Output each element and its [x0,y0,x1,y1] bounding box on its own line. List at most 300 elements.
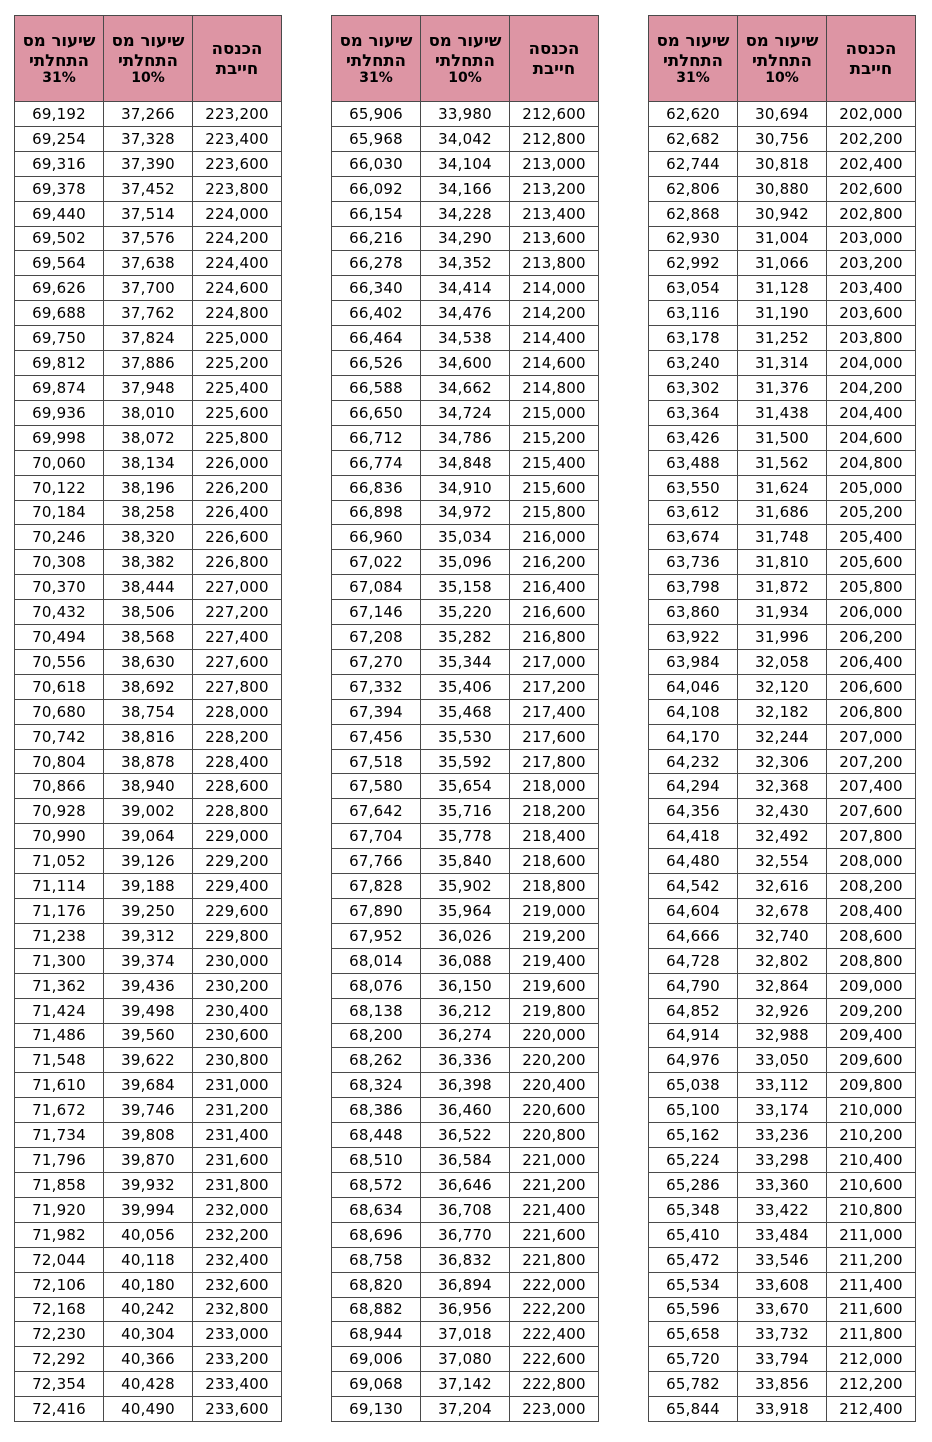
cell-tax-10: 30,818 [738,151,827,176]
cell-tax-31: 63,984 [649,649,738,674]
cell-income: 206,200 [827,625,916,650]
cell-tax-31: 71,548 [15,1048,104,1073]
cell-tax-10: 38,754 [104,699,193,724]
cell-tax-31: 72,168 [15,1297,104,1322]
cell-tax-31: 65,782 [649,1372,738,1397]
cell-tax-10: 35,344 [421,649,510,674]
cell-income: 213,200 [510,176,599,201]
cell-tax-31: 70,060 [15,450,104,475]
cell-tax-31: 70,618 [15,674,104,699]
cell-tax-10: 39,684 [104,1073,193,1098]
table-row [332,799,599,824]
cell-tax-10: 32,554 [738,849,827,874]
cell-income: 223,800 [193,176,282,201]
cell-tax-10: 37,762 [104,301,193,326]
table-row [15,724,282,749]
table-row [15,1272,282,1297]
cell-income: 213,800 [510,251,599,276]
cell-tax-10: 32,306 [738,749,827,774]
cell-tax-10: 32,988 [738,1023,827,1048]
table-row [649,151,916,176]
cell-tax-10: 36,026 [421,923,510,948]
header-income: הכנסה חייבת [193,16,282,102]
table-row [332,998,599,1023]
cell-tax-10: 36,398 [421,1073,510,1098]
cell-income: 219,400 [510,948,599,973]
table-row [332,1148,599,1173]
header-tax-10: שיעור מס התחלתי 10% [738,16,827,102]
cell-income: 229,200 [193,849,282,874]
cell-tax-10: 37,700 [104,276,193,301]
cell-income: 209,800 [827,1073,916,1098]
cell-tax-31: 69,440 [15,201,104,226]
cell-tax-31: 69,936 [15,400,104,425]
cell-income: 223,400 [193,126,282,151]
table-row [332,102,599,127]
cell-tax-31: 67,084 [332,575,421,600]
cell-tax-31: 66,092 [332,176,421,201]
cell-tax-10: 40,304 [104,1322,193,1347]
table-body [649,102,916,1422]
table-row [649,575,916,600]
cell-tax-31: 69,068 [332,1372,421,1397]
header-row [332,16,599,102]
cell-tax-10: 36,088 [421,948,510,973]
cell-income: 217,200 [510,674,599,699]
cell-tax-10: 39,374 [104,948,193,973]
table-row [649,475,916,500]
cell-tax-31: 69,874 [15,375,104,400]
cell-tax-31: 66,898 [332,500,421,525]
table-row [15,301,282,326]
table-row [15,774,282,799]
cell-tax-10: 36,770 [421,1222,510,1247]
cell-tax-31: 67,146 [332,600,421,625]
table-row [15,475,282,500]
table-row [649,899,916,924]
cell-income: 228,600 [193,774,282,799]
cell-tax-10: 32,492 [738,824,827,849]
table-row [332,1023,599,1048]
cell-income: 220,200 [510,1048,599,1073]
table-row [15,1297,282,1322]
cell-tax-10: 34,228 [421,201,510,226]
cell-income: 218,200 [510,799,599,824]
cell-tax-31: 72,416 [15,1397,104,1422]
cell-tax-10: 33,980 [421,102,510,127]
cell-income: 229,800 [193,923,282,948]
cell-tax-31: 66,960 [332,525,421,550]
table-row [15,600,282,625]
cell-income: 207,800 [827,824,916,849]
table-row [15,674,282,699]
cell-tax-10: 32,616 [738,874,827,899]
table-row [332,151,599,176]
cell-tax-10: 37,886 [104,351,193,376]
cell-income: 224,600 [193,276,282,301]
cell-tax-10: 36,212 [421,998,510,1023]
header-income: הכנסה חייבת [510,16,599,102]
table-row [649,276,916,301]
cell-tax-31: 65,472 [649,1247,738,1272]
cell-tax-31: 65,596 [649,1297,738,1322]
cell-income: 205,800 [827,575,916,600]
cell-tax-10: 34,786 [421,425,510,450]
cell-income: 223,600 [193,151,282,176]
cell-tax-31: 70,742 [15,724,104,749]
cell-tax-10: 37,080 [421,1347,510,1372]
table-row [332,176,599,201]
cell-tax-31: 72,044 [15,1247,104,1272]
cell-tax-10: 32,058 [738,649,827,674]
cell-tax-10: 39,498 [104,998,193,1023]
cell-tax-31: 68,820 [332,1272,421,1297]
cell-tax-10: 40,366 [104,1347,193,1372]
table-row [332,1247,599,1272]
cell-tax-31: 71,920 [15,1197,104,1222]
cell-tax-31: 63,178 [649,326,738,351]
cell-income: 204,400 [827,400,916,425]
table-row [649,1372,916,1397]
table-row [649,1222,916,1247]
table-row [332,1297,599,1322]
cell-tax-31: 63,302 [649,375,738,400]
table-row [649,1148,916,1173]
table-row [649,948,916,973]
cell-income: 217,800 [510,749,599,774]
cell-tax-10: 36,646 [421,1172,510,1197]
cell-income: 232,000 [193,1197,282,1222]
cell-income: 212,000 [827,1347,916,1372]
table-row [15,176,282,201]
cell-tax-31: 64,604 [649,899,738,924]
table-row [15,525,282,550]
cell-tax-31: 68,572 [332,1172,421,1197]
cell-tax-10: 31,190 [738,301,827,326]
cell-tax-10: 37,204 [421,1397,510,1422]
cell-tax-31: 70,370 [15,575,104,600]
table-row [649,400,916,425]
table-body [15,102,282,1422]
table-row [15,1023,282,1048]
table-row [15,1322,282,1347]
cell-income: 219,600 [510,973,599,998]
cell-tax-10: 37,266 [104,102,193,127]
cell-tax-10: 35,468 [421,699,510,724]
cell-income: 225,000 [193,326,282,351]
cell-income: 206,600 [827,674,916,699]
cell-tax-10: 33,236 [738,1123,827,1148]
cell-income: 229,600 [193,899,282,924]
header-tax-10: שיעור מס התחלתי 10% [421,16,510,102]
cell-tax-31: 69,006 [332,1347,421,1372]
table-row [649,1023,916,1048]
cell-tax-10: 39,002 [104,799,193,824]
cell-income: 224,400 [193,251,282,276]
cell-income: 228,000 [193,699,282,724]
cell-tax-10: 32,864 [738,973,827,998]
cell-tax-10: 34,910 [421,475,510,500]
header-row [649,16,916,102]
cell-tax-31: 71,362 [15,973,104,998]
cell-income: 222,400 [510,1322,599,1347]
cell-tax-10: 39,126 [104,849,193,874]
table-row [15,923,282,948]
tax-table-2 [331,15,599,1422]
table-row [649,674,916,699]
table-row [15,998,282,1023]
cell-income: 225,800 [193,425,282,450]
header-row [15,16,282,102]
cell-tax-31: 64,170 [649,724,738,749]
cell-tax-10: 38,816 [104,724,193,749]
cell-income: 220,000 [510,1023,599,1048]
table-row [649,1297,916,1322]
cell-tax-10: 31,376 [738,375,827,400]
cell-income: 217,600 [510,724,599,749]
cell-tax-31: 64,046 [649,674,738,699]
cell-tax-10: 37,018 [421,1322,510,1347]
cell-income: 203,800 [827,326,916,351]
cell-tax-10: 34,724 [421,400,510,425]
cell-income: 211,200 [827,1247,916,1272]
cell-income: 218,600 [510,849,599,874]
cell-income: 209,600 [827,1048,916,1073]
table-row [649,351,916,376]
cell-income: 202,000 [827,102,916,127]
cell-income: 208,200 [827,874,916,899]
cell-income: 232,800 [193,1297,282,1322]
table-row [15,226,282,251]
table-row [15,151,282,176]
cell-tax-10: 34,414 [421,276,510,301]
cell-tax-31: 71,176 [15,899,104,924]
table-row [332,1222,599,1247]
cell-income: 210,600 [827,1172,916,1197]
table-row [15,1372,282,1397]
cell-tax-31: 68,448 [332,1123,421,1148]
table-row [649,1172,916,1197]
cell-tax-10: 37,948 [104,375,193,400]
cell-tax-31: 64,666 [649,923,738,948]
cell-tax-10: 34,848 [421,450,510,475]
cell-income: 222,800 [510,1372,599,1397]
cell-tax-10: 35,902 [421,874,510,899]
cell-tax-31: 66,712 [332,425,421,450]
cell-income: 215,400 [510,450,599,475]
table-row [15,1222,282,1247]
cell-tax-10: 40,428 [104,1372,193,1397]
table-row [332,126,599,151]
cell-tax-31: 66,464 [332,326,421,351]
table-row [332,1372,599,1397]
table-row [332,251,599,276]
cell-tax-10: 40,118 [104,1247,193,1272]
cell-income: 215,600 [510,475,599,500]
cell-tax-31: 65,224 [649,1148,738,1173]
cell-income: 203,600 [827,301,916,326]
cell-tax-31: 62,806 [649,176,738,201]
cell-tax-31: 68,386 [332,1098,421,1123]
cell-tax-31: 62,682 [649,126,738,151]
table-row [15,874,282,899]
cell-tax-31: 67,642 [332,799,421,824]
cell-tax-10: 33,050 [738,1048,827,1073]
cell-tax-10: 39,746 [104,1098,193,1123]
cell-income: 212,800 [510,126,599,151]
cell-tax-10: 32,430 [738,799,827,824]
cell-income: 232,600 [193,1272,282,1297]
cell-income: 207,400 [827,774,916,799]
cell-tax-31: 66,650 [332,400,421,425]
table-row [15,699,282,724]
cell-income: 232,200 [193,1222,282,1247]
cell-tax-31: 66,340 [332,276,421,301]
cell-tax-10: 36,894 [421,1272,510,1297]
table-row [15,1098,282,1123]
cell-tax-10: 35,778 [421,824,510,849]
cell-tax-31: 67,766 [332,849,421,874]
cell-tax-31: 70,246 [15,525,104,550]
table-row [332,1347,599,1372]
cell-tax-31: 62,992 [649,251,738,276]
table-row [649,923,916,948]
cell-income: 207,600 [827,799,916,824]
cell-income: 230,400 [193,998,282,1023]
cell-tax-10: 32,244 [738,724,827,749]
table-row [649,251,916,276]
cell-tax-10: 32,120 [738,674,827,699]
cell-income: 202,800 [827,201,916,226]
cell-tax-31: 71,858 [15,1172,104,1197]
cell-income: 222,600 [510,1347,599,1372]
tax-table-3 [648,15,916,1422]
cell-tax-31: 65,038 [649,1073,738,1098]
table-row [15,649,282,674]
cell-income: 210,000 [827,1098,916,1123]
cell-income: 214,400 [510,326,599,351]
cell-tax-31: 70,556 [15,649,104,674]
cell-income: 229,000 [193,824,282,849]
cell-tax-10: 34,290 [421,226,510,251]
cell-tax-10: 31,004 [738,226,827,251]
cell-income: 203,400 [827,276,916,301]
cell-tax-10: 38,878 [104,749,193,774]
cell-tax-10: 37,452 [104,176,193,201]
cell-tax-31: 72,106 [15,1272,104,1297]
cell-tax-10: 40,490 [104,1397,193,1422]
table-row [332,923,599,948]
table-row [15,1247,282,1272]
cell-tax-31: 71,982 [15,1222,104,1247]
cell-income: 221,200 [510,1172,599,1197]
table-row [649,500,916,525]
cell-tax-10: 33,546 [738,1247,827,1272]
table-row [649,1347,916,1372]
cell-tax-10: 35,220 [421,600,510,625]
cell-tax-10: 33,918 [738,1397,827,1422]
cell-tax-31: 66,278 [332,251,421,276]
table-row [649,874,916,899]
cell-tax-31: 67,208 [332,625,421,650]
cell-income: 204,200 [827,375,916,400]
cell-tax-31: 71,238 [15,923,104,948]
cell-tax-31: 66,216 [332,226,421,251]
cell-tax-10: 33,670 [738,1297,827,1322]
cell-tax-10: 39,250 [104,899,193,924]
header-tax-10: שיעור מס התחלתי 10% [104,16,193,102]
table-row [649,824,916,849]
table-row [332,1123,599,1148]
cell-tax-31: 67,270 [332,649,421,674]
cell-tax-31: 64,480 [649,849,738,874]
cell-income: 227,800 [193,674,282,699]
cell-tax-31: 65,658 [649,1322,738,1347]
cell-tax-31: 65,844 [649,1397,738,1422]
cell-tax-31: 67,890 [332,899,421,924]
cell-tax-31: 63,488 [649,450,738,475]
cell-tax-10: 34,538 [421,326,510,351]
cell-tax-10: 35,840 [421,849,510,874]
table-row [332,1073,599,1098]
cell-tax-31: 70,122 [15,475,104,500]
cell-tax-10: 34,166 [421,176,510,201]
table-row [15,1123,282,1148]
table-row [15,1073,282,1098]
table-row [649,126,916,151]
table-row [332,1048,599,1073]
table-row [332,600,599,625]
cell-income: 202,400 [827,151,916,176]
table-row [649,724,916,749]
cell-tax-31: 71,300 [15,948,104,973]
table-row [15,849,282,874]
table-row [15,400,282,425]
cell-tax-10: 33,732 [738,1322,827,1347]
cell-tax-10: 39,808 [104,1123,193,1148]
cell-income: 215,000 [510,400,599,425]
table-row [649,1272,916,1297]
table-row [649,1197,916,1222]
table-row [332,674,599,699]
table-row [649,201,916,226]
cell-tax-31: 67,828 [332,874,421,899]
cell-tax-10: 37,390 [104,151,193,176]
cell-income: 228,200 [193,724,282,749]
cell-tax-31: 68,138 [332,998,421,1023]
table-row [332,874,599,899]
cell-tax-10: 40,056 [104,1222,193,1247]
cell-income: 216,000 [510,525,599,550]
table-row [332,450,599,475]
cell-income: 211,000 [827,1222,916,1247]
cell-income: 211,400 [827,1272,916,1297]
cell-income: 208,400 [827,899,916,924]
cell-tax-31: 68,634 [332,1197,421,1222]
table-row [15,625,282,650]
cell-tax-31: 71,424 [15,998,104,1023]
cell-tax-10: 36,584 [421,1148,510,1173]
cell-tax-31: 62,930 [649,226,738,251]
cell-tax-31: 64,914 [649,1023,738,1048]
cell-tax-31: 70,432 [15,600,104,625]
cell-tax-10: 34,972 [421,500,510,525]
cell-tax-31: 63,674 [649,525,738,550]
cell-tax-10: 30,756 [738,126,827,151]
cell-income: 217,400 [510,699,599,724]
cell-tax-31: 70,308 [15,550,104,575]
cell-tax-10: 38,506 [104,600,193,625]
